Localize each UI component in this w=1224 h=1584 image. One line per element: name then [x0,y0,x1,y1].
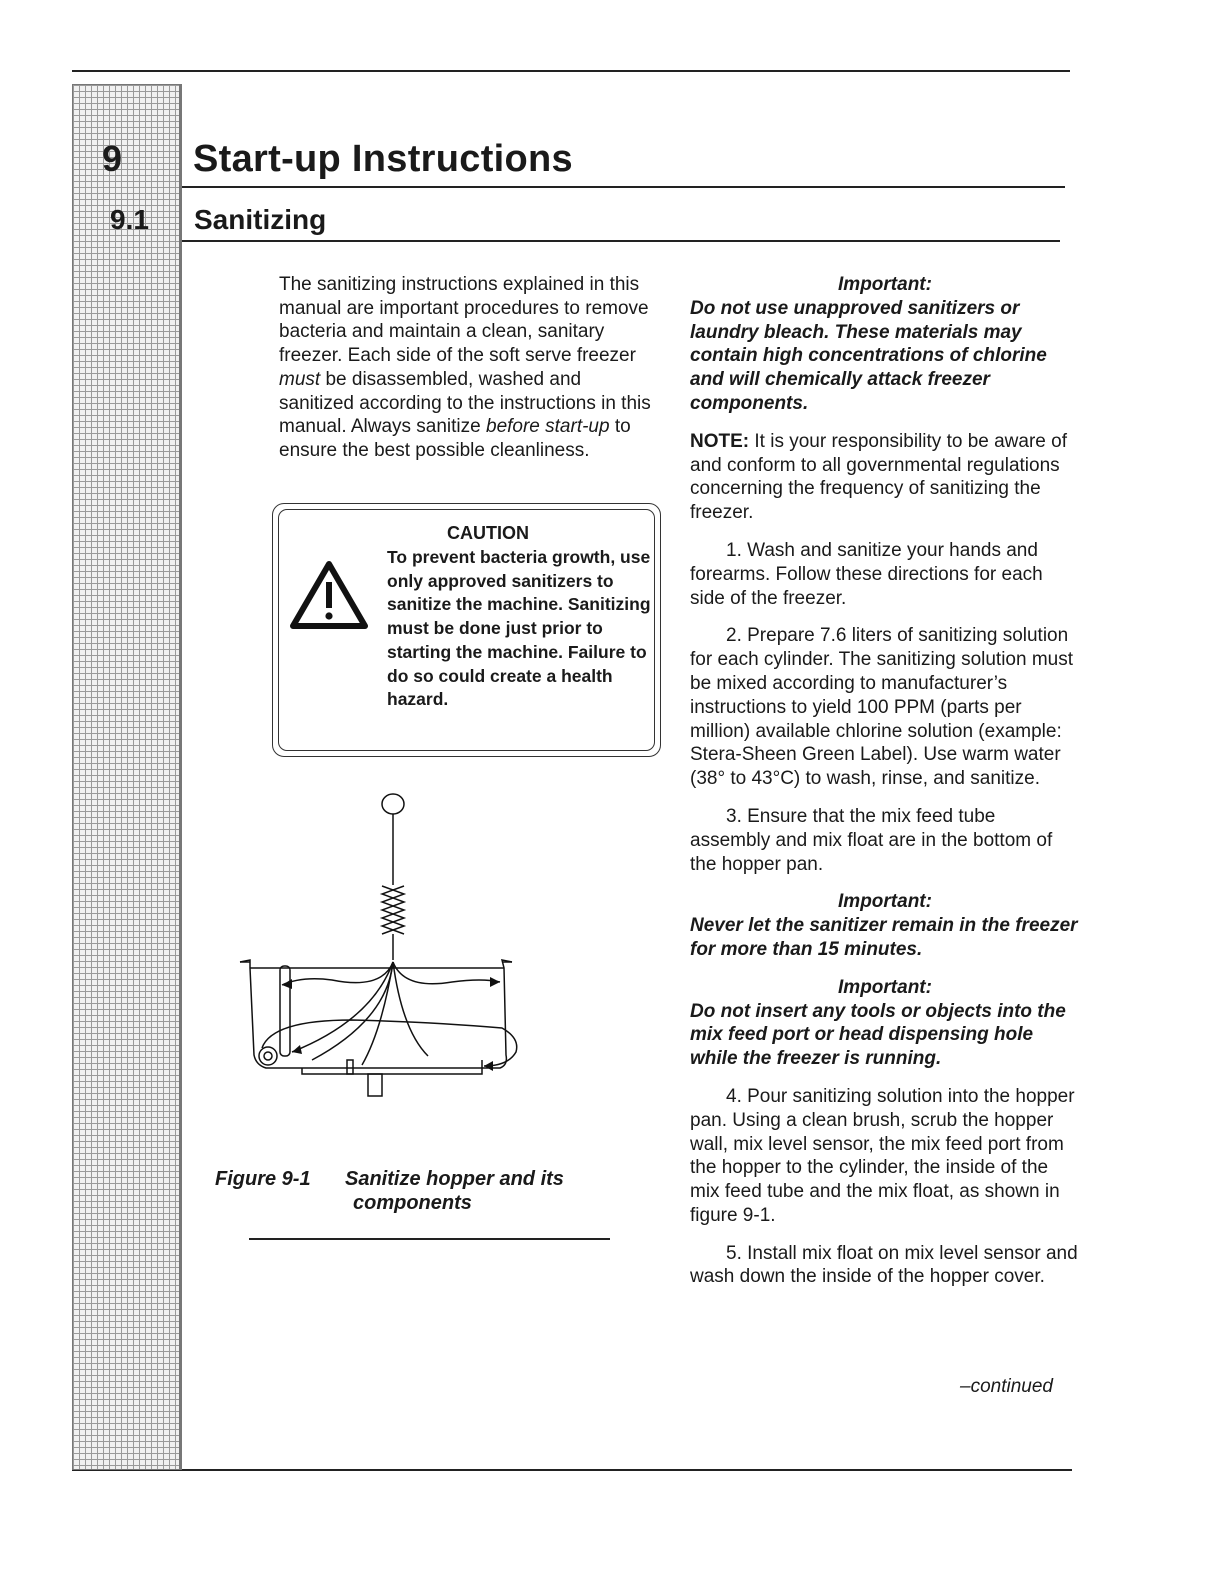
instructions-column [690,273,1080,1303]
figure-label: Figure 9-1 [215,1168,311,1190]
intro-column [279,273,661,463]
top-rule [72,70,1070,72]
step-4: 4. Pour sanitizing solution into the hopper pan. Using a clean brush, scrub the hopper wall, mix level sensor, the mix feed port from the hopper to the cylinder, the inside of the mix feed tube and the mix float, as shown in figure 9-1. [690,1085,1075,1226]
figure-caption: Figure 9-1 Sanitize hopper and its components [215,1168,564,1214]
bottom-rule [72,1469,1072,1471]
important-notice: Important: Do not use unapproved sanitizers or laundry bleach. These materials may contain high concentrations of chlorine and will chemically attack freezer components. [690,274,1047,414]
hopper-diagram [232,790,532,1100]
section-rule [182,240,1060,242]
intro-paragraph: The sanitizing instructions explained in this manual are important procedures to remove bacteria and maintain a clean, sanitary freezer. Each side of the soft serve freezer must be disassembled, washed and sanitized according to the instructions in this manual. Always sanitize before start-up to ensure the best possible cleanliness. [279,274,651,461]
caution-box [272,503,661,757]
continued-label: –continued [960,1376,1053,1397]
step-1: 1. Wash and sanitize your hands and forearms. Follow these directions for each side of the freezer. [690,539,1043,609]
step-3: 3. Ensure that the mix feed tube assembly and mix float are in the bottom of the hopper pan. [690,805,1053,875]
note-paragraph: NOTE: It is your responsibility to be aware of and conform to all governmental regulations concerning the frequency of sanitizing the freezer. [690,430,1067,524]
figure-rule [249,1238,610,1240]
important-notice: Important: Do not insert any tools or objects into the mix feed port or head dispensing hole while the freezer is running. [690,976,1066,1070]
chapter-number: 9 [102,138,123,179]
side-grid-decoration [72,84,182,1470]
section-title: Sanitizing [194,204,327,235]
important-notice: Important: Never let the sanitizer remain in the freezer for more than 15 minutes. [690,891,1078,960]
warning-triangle-icon [289,560,369,632]
chapter-rule [182,186,1065,188]
step-5: 5. Install mix float on mix level sensor and wash down the inside of the hopper cover. [690,1242,1078,1288]
chapter-title: Start-up Instructions [193,138,573,180]
caution-title: CAUTION [447,523,529,543]
caution-text: To prevent bacteria growth, use only approved sanitizers to sanitize the machine. Sanitizing must be done just prior to starting the machine. Failure to do so could create a health hazard. [387,547,651,710]
section-number: 9.1 [110,204,149,235]
step-2: 2. Prepare 7.6 liters of sanitizing solution for each cylinder. The sanitizing solution must be mixed according to manufacturer’s instructions to yield 100 PPM (parts per million) available chlorine solution (example: Stera-Sheen Green Label). Use warm water (38° to 43°C) to wash, rinse, and sanitize. [690,625,1074,790]
